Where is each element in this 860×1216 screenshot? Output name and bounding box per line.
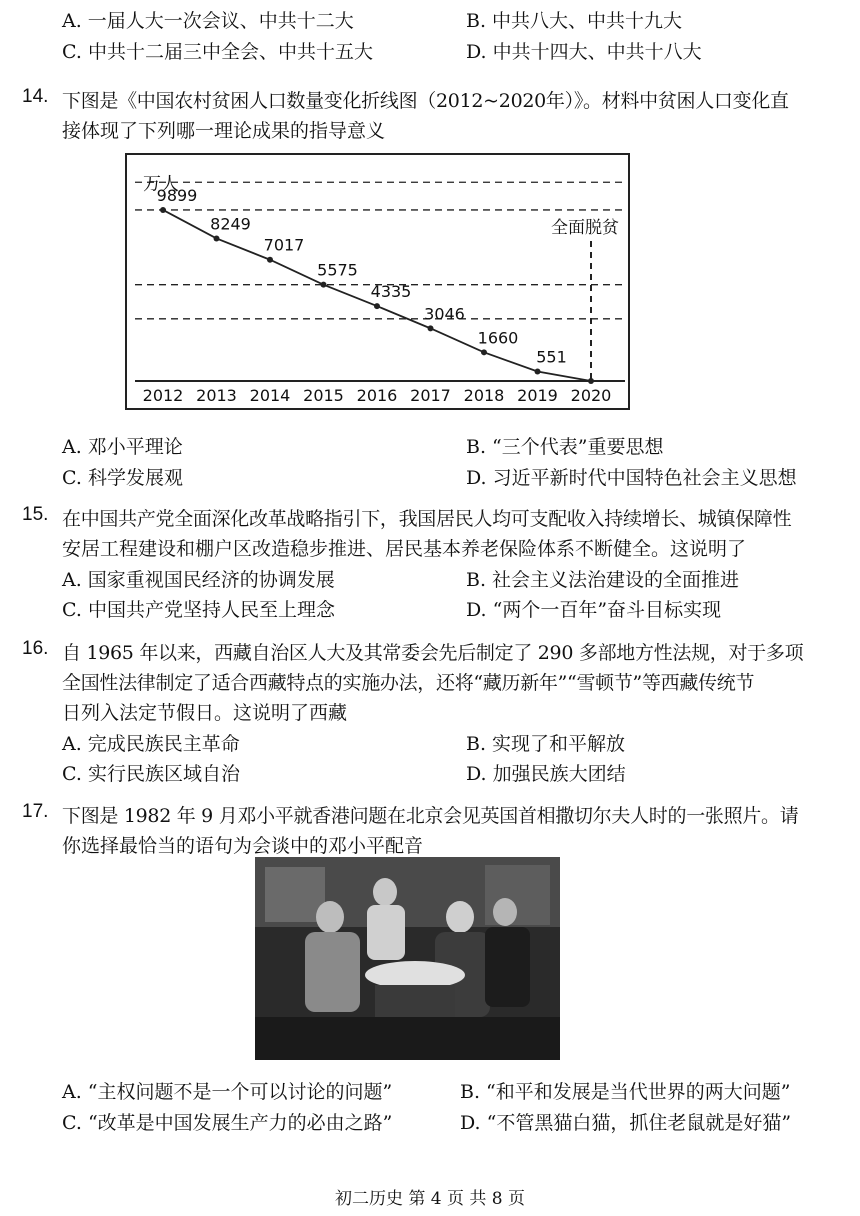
data-label-2017: 3046 [424,304,465,324]
q16-stem-line3: 日列入法定节假日。这说明了西藏 [62,702,348,724]
q17-stem-line2: 你选择最恰当的语句为会谈中的邓小平配音 [62,835,424,857]
x-tick-label-2015: 2015 [303,386,344,405]
meeting-photo-illustration [255,857,560,1060]
q15-option-c: C. 中国共产党坚持人民至上理念 [62,599,335,621]
q15-option-d: D. “两个一百年”奋斗目标实现 [466,599,722,621]
q13-option-a: A. 一届人大一次会议、中共十二大 [62,10,354,32]
data-point-2019 [535,368,541,374]
data-point-2015 [321,282,327,288]
q16-stem-line2: 全国性法律制定了适合西藏特点的实施办法，还将“藏历新年”“雪顿节”等西藏传统节 [62,672,755,694]
q14-stem-line1: 下图是《中国农村贫困人口数量变化折线图（2012~2020年）》。材料中贫困人口变化直 [62,90,789,112]
q16-option-d: D. 加强民族大团结 [466,763,626,785]
y-axis-unit-label: 万人 [143,174,179,195]
data-label-2014: 7017 [263,235,305,255]
data-point-2014 [267,257,273,263]
q15-option-a: A. 国家重视国民经济的协调发展 [62,569,335,591]
q13-option-b: B. 中共八大、中共十九大 [466,10,683,32]
data-point-2020 [588,378,594,384]
chart-svg [127,155,628,408]
data-point-2018 [481,349,487,355]
data-point-2016 [374,303,380,309]
q17-option-a: A. “主权问题不是一个可以讨论的问题” [62,1081,393,1103]
data-label-2018: 1660 [477,328,519,348]
x-tick-label-2014: 2014 [249,386,291,405]
q15-option-b: B. 社会主义法治建设的全面推进 [466,569,740,591]
data-label-2015: 5575 [317,260,358,280]
q17-option-b: B. “和平和发展是当代世界的两大问题” [460,1081,791,1103]
q16-option-c: C. 实行民族区域自治 [62,763,240,785]
q13-option-c: C. 中共十二届三中全会、中共十五大 [62,41,373,63]
q17-stem-line1: 下图是 1982 年 9 月邓小平就香港问题在北京会见英国首相撒切尔夫人时的一张照片。请 [62,805,799,827]
data-point-2013 [214,235,220,241]
data-point-2017 [428,325,434,331]
q15-number: 15. [22,504,49,525]
x-tick-label-2017: 2017 [410,386,451,405]
x-tick-label-2019: 2019 [517,386,558,405]
x-tick-label-2020: 2020 [570,386,612,405]
x-tick-label-2013: 2013 [196,386,237,405]
q15-stem-line2: 安居工程建设和棚户区改造稳步推进、居民基本养老保险体系不断健全。这说明了 [62,538,747,560]
q17-option-c: C. “改革是中国发展生产力的必由之路” [62,1112,393,1134]
q14-number: 14. [22,86,49,107]
x-tick-label-2018: 2018 [463,386,505,405]
q14-stem-line2: 接体现了下列哪一理论成果的指导意义 [62,120,386,142]
x-tick-label-2012: 2012 [142,386,184,405]
q16-option-a: A. 完成民族民主革命 [62,733,240,755]
q17-number: 17. [22,801,49,822]
q14-option-c: C. 科学发展观 [62,467,183,489]
q17-option-d: D. “不管黑猫白猫，抓住老鼠就是好猫” [460,1112,792,1134]
data-label-2012: 9899 [156,185,198,205]
data-point-2012 [160,207,166,213]
q13-option-d: D. 中共十四大、中共十八大 [466,41,702,63]
poverty-line-chart [125,153,630,410]
annotation-label: 全面脱贫 [551,218,619,238]
q16-option-b: B. 实现了和平解放 [466,733,626,755]
q14-option-a: A. 邓小平理论 [62,436,183,458]
data-label-2019: 551 [536,347,567,367]
data-label-2013: 8249 [210,214,251,234]
meeting-photo [255,857,560,1060]
q15-stem-line1: 在中国共产党全面深化改革战略指引下，我国居民人均可支配收入持续增长、城镇保障性 [62,508,792,530]
x-tick-label-2016: 2016 [356,386,398,405]
page-footer: 初二历史 第 4 页 共 8 页 [334,1189,526,1209]
q14-option-b: B. “三个代表”重要思想 [466,436,664,458]
q16-number: 16. [22,638,49,659]
q16-stem-line1: 自 1965 年以来，西藏自治区人大及其常委会先后制定了 290 多部地方性法规，对于多项 [62,642,804,664]
data-label-2016: 4335 [370,282,412,302]
q14-option-d: D. 习近平新时代中国特色社会主义思想 [466,467,797,489]
